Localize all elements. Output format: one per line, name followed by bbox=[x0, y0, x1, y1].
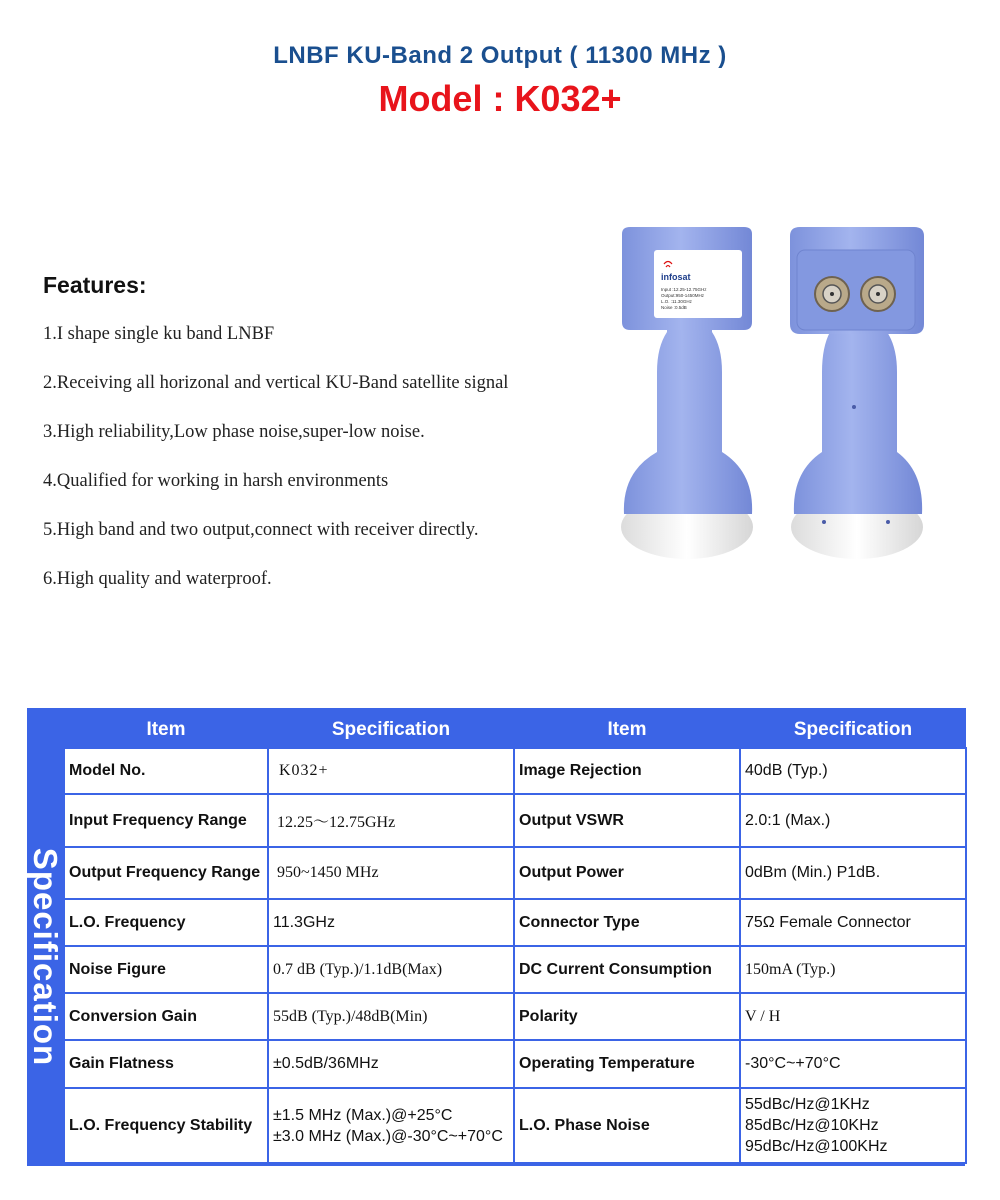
spec-value-line: ±1.5 MHz (Max.)@+25°C bbox=[273, 1106, 453, 1124]
spec-item: Output Frequency Range bbox=[64, 847, 268, 899]
label-line: Noise :0.5dB bbox=[661, 305, 687, 310]
feature-item: 3.High reliability,Low phase noise,super-low noise. bbox=[43, 422, 425, 442]
specification-side-label: Specification bbox=[27, 847, 65, 1067]
spec-value: 11.3GHz bbox=[268, 899, 514, 946]
spec-value: V / H bbox=[740, 993, 966, 1040]
table-row bbox=[64, 899, 966, 946]
lnbf-back-view bbox=[790, 227, 924, 559]
spec-item: Output VSWR bbox=[514, 794, 740, 847]
spec-value: ±0.5dB/36MHz bbox=[268, 1040, 514, 1088]
features-list bbox=[43, 320, 508, 614]
spec-item: L.O. Frequency Stability bbox=[64, 1088, 268, 1163]
spec-item: Conversion Gain bbox=[64, 993, 268, 1040]
spec-value: 0dBm (Min.) P1dB. bbox=[740, 847, 966, 899]
model-title: Model : K032+ bbox=[378, 78, 622, 119]
spec-value: 150mA (Typ.) bbox=[740, 946, 966, 993]
column-header: Specification bbox=[740, 708, 966, 748]
table-row bbox=[64, 1088, 966, 1163]
spec-value: 55dB (Typ.)/48dB(Min) bbox=[268, 993, 514, 1040]
spec-value-line: 55dBc/Hz@1KHz bbox=[745, 1096, 870, 1113]
label-line: Output:950-1450MHz bbox=[661, 293, 705, 298]
label-line: L.O. :11.30GHz bbox=[661, 299, 692, 304]
spec-item: Input Frequency Range bbox=[64, 794, 268, 847]
spec-value-line: 85dBc/Hz@10KHz bbox=[745, 1117, 879, 1134]
feature-item: 5.High band and two output,connect with receiver directly. bbox=[43, 520, 479, 540]
table-row bbox=[64, 748, 966, 794]
spec-item: Output Power bbox=[514, 847, 740, 899]
spec-value bbox=[740, 1088, 966, 1163]
table-row bbox=[64, 1040, 966, 1088]
feature-item: 2.Receiving all horizonal and vertical KU-Band satellite signal bbox=[43, 373, 509, 393]
column-header: Item bbox=[64, 708, 268, 748]
lnbf-front-view bbox=[621, 227, 753, 559]
spec-item: Connector Type bbox=[514, 899, 740, 946]
spec-value: 75Ω Female Connector bbox=[740, 899, 966, 946]
spec-item: Operating Temperature bbox=[514, 1040, 740, 1088]
table-header-row bbox=[64, 708, 966, 748]
spec-item: Image Rejection bbox=[514, 748, 740, 794]
spec-item: L.O. Frequency bbox=[64, 899, 268, 946]
features-heading: Features: bbox=[43, 272, 147, 298]
spec-item: Gain Flatness bbox=[64, 1040, 268, 1088]
spec-value: -30°C~+70°C bbox=[740, 1040, 966, 1088]
spec-value-line: 95dBc/Hz@100KHz bbox=[745, 1138, 888, 1155]
column-header: Specification bbox=[268, 708, 514, 748]
spec-value: 0.7 dB (Typ.)/1.1dB(Max) bbox=[268, 946, 514, 993]
spec-value: 12.25～12.75GHz bbox=[268, 794, 514, 847]
spec-value: 2.0:1 (Max.) bbox=[740, 794, 966, 847]
spec-value: K032+ bbox=[268, 748, 514, 794]
spec-value bbox=[268, 1088, 514, 1163]
spec-item: Noise Figure bbox=[64, 946, 268, 993]
spec-item: Polarity bbox=[514, 993, 740, 1040]
lnbf-product-image bbox=[612, 222, 942, 567]
spec-item: L.O. Phase Noise bbox=[514, 1088, 740, 1163]
specification-table bbox=[63, 708, 967, 1164]
table-row bbox=[64, 847, 966, 899]
table-row bbox=[64, 993, 966, 1040]
brand-label: infosat bbox=[661, 272, 691, 282]
specification-table-frame bbox=[27, 708, 965, 1166]
spec-item: DC Current Consumption bbox=[514, 946, 740, 993]
column-header: Item bbox=[514, 708, 740, 748]
feature-item: 4.Qualified for working in harsh environments bbox=[43, 471, 389, 491]
product-title: LNBF KU-Band 2 Output ( 11300 MHz ) bbox=[273, 42, 727, 69]
table-row bbox=[64, 794, 966, 847]
feature-item: 6.High quality and waterproof. bbox=[43, 569, 272, 589]
spec-value: 950~1450 MHz bbox=[268, 847, 514, 899]
feature-item: 1.I shape single ku band LNBF bbox=[43, 324, 275, 344]
spec-item: Model No. bbox=[64, 748, 268, 794]
label-line: Input :12.25-12.75GHz bbox=[661, 287, 707, 292]
spec-value-line: ±3.0 MHz (Max.)@-30°C~+70°C bbox=[273, 1127, 503, 1145]
table-row bbox=[64, 946, 966, 993]
spec-value: 40dB (Typ.) bbox=[740, 748, 966, 794]
